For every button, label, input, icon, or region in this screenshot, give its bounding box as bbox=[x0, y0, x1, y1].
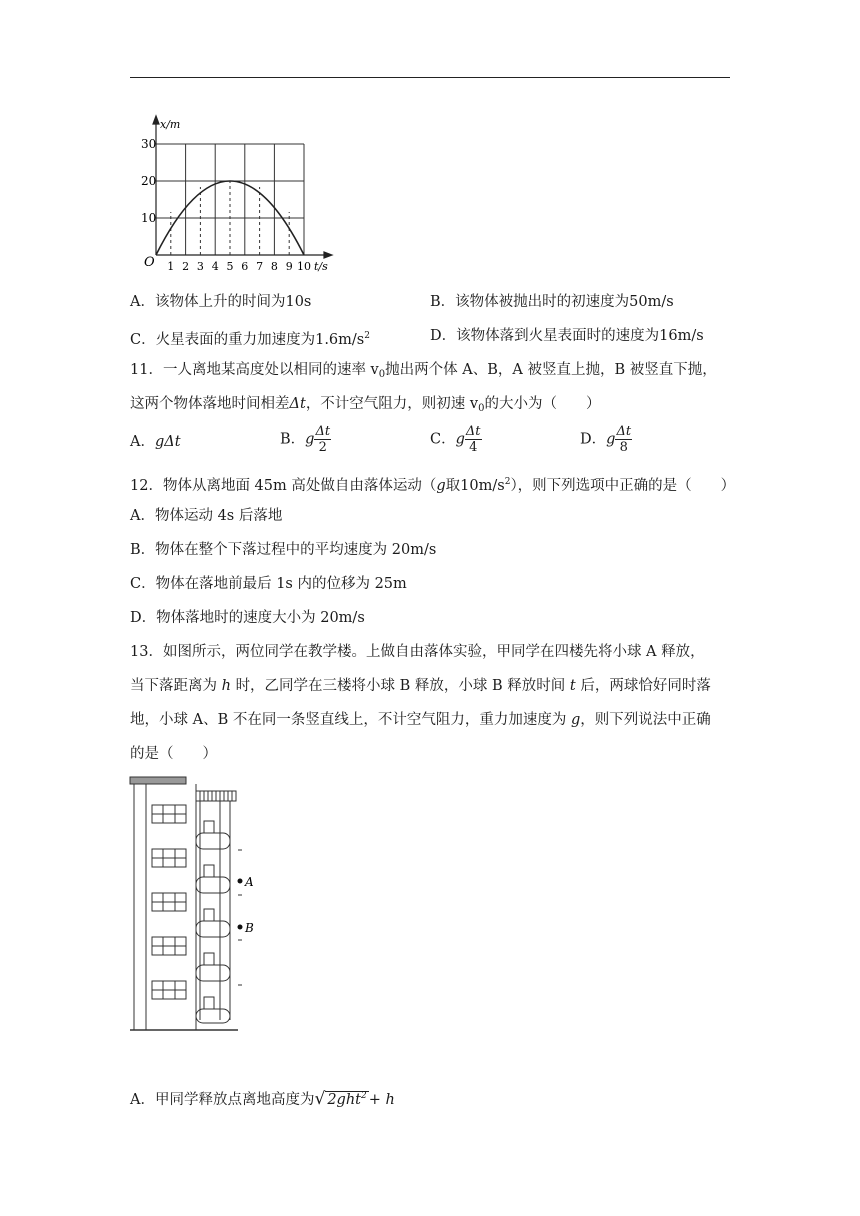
q13-stem-line1: 13．如图所示，两位同学在教学楼。上做自由落体实验，甲同学在四楼先将小球 A 释放， bbox=[130, 644, 705, 660]
y-tick-20: 20 bbox=[141, 174, 157, 188]
q10-option-d: D．该物体落到火星表面时的速度为16m/s bbox=[430, 328, 704, 344]
svg-text:5: 5 bbox=[226, 260, 234, 273]
q12-option-a: A．物体运动 4s 后落地 bbox=[130, 508, 283, 524]
x-axis-label: t/s bbox=[314, 260, 328, 273]
svg-text:3: 3 bbox=[196, 260, 204, 273]
q10-option-a: A．该物体上升的时间为10s bbox=[130, 294, 312, 310]
svg-text:9: 9 bbox=[285, 260, 293, 273]
q13-stem-line3: 地，小球 A、B 不在同一条竖直线上，不计空气阻力，重力加速度为 g，则下列说法中正确 bbox=[130, 712, 711, 728]
svg-text:2: 2 bbox=[182, 260, 190, 273]
ball-b-label: B bbox=[245, 921, 254, 935]
balconies bbox=[196, 821, 230, 1023]
origin-label: O bbox=[144, 255, 155, 270]
ball-a bbox=[238, 879, 243, 884]
q11-option-b: B．g $\frac{\Delta t}{2}$ bbox=[280, 424, 331, 455]
svg-text:10: 10 bbox=[297, 260, 311, 273]
position-time-graph bbox=[138, 114, 338, 276]
svg-text:4: 4 bbox=[211, 260, 219, 273]
q12-option-b: B．物体在整个下落过程中的平均速度为 20m/s bbox=[130, 542, 437, 558]
q13-stem-line2: 当下落距离为 h 时，乙同学在三楼将小球 B 释放，小球 B 释放时间 t 后，两球恰好同时落 bbox=[130, 678, 711, 694]
x-ticks bbox=[167, 260, 311, 273]
q13-option-a: A．甲同学释放点离地高度为√ 2ght$^2$ + h bbox=[130, 1089, 395, 1109]
windows bbox=[152, 805, 186, 999]
ball-b bbox=[238, 925, 243, 930]
y-tick-30: 30 bbox=[141, 137, 157, 151]
svg-text:6: 6 bbox=[241, 260, 249, 273]
q12-option-d: D．物体落地时的速度大小为 20m/s bbox=[130, 610, 365, 626]
q11-option-d: D．g $\frac{\Delta t}{8}$ bbox=[580, 424, 632, 455]
y-axis-label: x/m bbox=[160, 118, 181, 131]
x-axis-arrow bbox=[324, 252, 332, 258]
q12-option-c: C．物体在落地前最后 1s 内的位移为 25m bbox=[130, 576, 407, 592]
building-illustration bbox=[128, 775, 268, 1035]
q10-option-b: B．该物体被抛出时的初速度为50m/s bbox=[430, 294, 674, 310]
q11-option-c: C．g $\frac{\Delta t}{4}$ bbox=[430, 424, 481, 455]
roof bbox=[130, 777, 186, 784]
y-tick-10: 10 bbox=[141, 211, 157, 225]
y-axis-arrow bbox=[153, 116, 159, 124]
svg-text:1: 1 bbox=[167, 260, 175, 273]
sqrt-sign: √ bbox=[314, 1089, 326, 1109]
q11-stem-line1: 11．一人离地某高度处以相同的速率 $v_0$抛出两个体 A、B，A 被竖直上抛，B 被竖直下抛， bbox=[130, 362, 717, 380]
svg-text:7: 7 bbox=[256, 260, 264, 273]
q10-option-c: C．火星表面的重力加速度为$1.6m/s^2$ bbox=[130, 331, 370, 348]
q13-stem-line4: 的是（ ） bbox=[130, 746, 217, 762]
ball-a-label: A bbox=[245, 875, 254, 889]
q12-stem: 12．物体从离地面 45m 高处做自由落体运动（g取$10m/s^2$），则下列选项中正确的是（ ） bbox=[130, 477, 736, 494]
q11-stem-line2: 这两个物体落地时间相差Δt，不计空气阻力，则初速 $v_0$的大小为（ ） bbox=[130, 396, 601, 414]
svg-text:8: 8 bbox=[270, 260, 278, 273]
q11-option-a: A．gΔt bbox=[130, 434, 181, 450]
header-rule bbox=[130, 77, 730, 78]
